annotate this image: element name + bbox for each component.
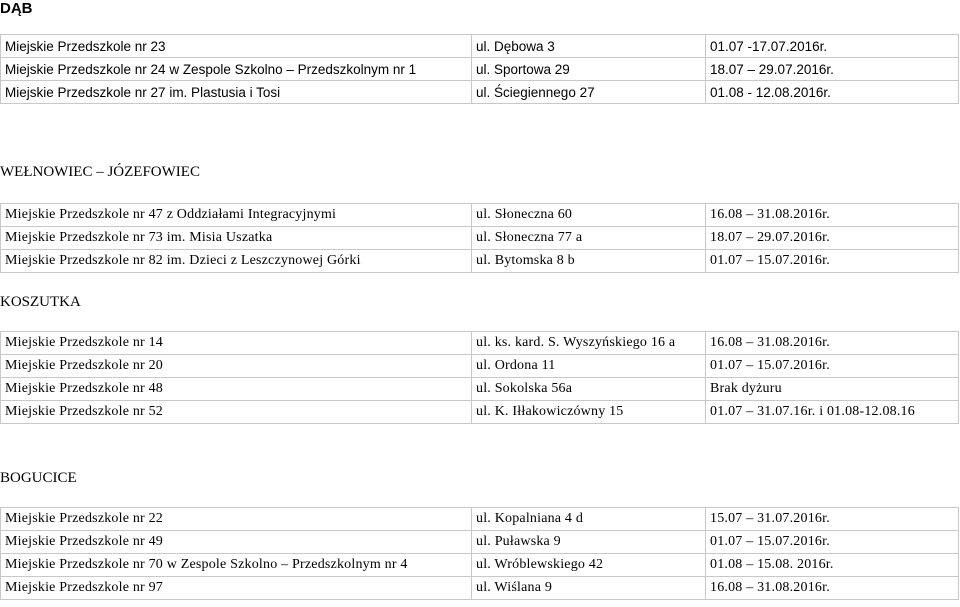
kindergarten-name: Miejskie Przedszkole nr 22 [1, 508, 472, 531]
duty-dates: 18.07 – 29.07.2016r. [706, 58, 959, 81]
duty-dates: 01.08 - 12.08.2016r. [706, 81, 959, 104]
kindergarten-name: Miejskie Przedszkole nr 52 [1, 401, 472, 424]
section-table-bogucice [0, 507, 959, 600]
kindergarten-name: Miejskie Przedszkole nr 24 w Zespole Szkolno – Przedszkolnym nr 1 [1, 58, 472, 81]
kindergarten-name: Miejskie Przedszkole nr 47 z Oddziałami Integracyjnymi [1, 204, 472, 227]
section-table-dab [0, 34, 959, 104]
duty-dates: 01.07 – 15.07.2016r. [706, 355, 959, 378]
address: ul. Dębowa 3 [472, 35, 706, 58]
address: ul. Puławska 9 [472, 531, 706, 554]
table-row [1, 401, 959, 424]
address: ul. K. Iłłakowiczówny 15 [472, 401, 706, 424]
kindergarten-name: Miejskie Przedszkole nr 48 [1, 378, 472, 401]
section-title-dab: DĄB [0, 0, 33, 17]
kindergarten-name: Miejskie Przedszkole nr 73 im. Misia Uszatka [1, 227, 472, 250]
section-title-bogucice: BOGUCICE [0, 470, 77, 486]
address: ul. Wróblewskiego 42 [472, 554, 706, 577]
address: ul. Ściegiennego 27 [472, 81, 706, 104]
section-title-welnowiec: WEŁNOWIEC – JÓZEFOWIEC [0, 164, 200, 180]
address: ul. Słoneczna 77 a [472, 227, 706, 250]
duty-dates: Brak dyżuru [706, 378, 959, 401]
address: ul. Kopalniana 4 d [472, 508, 706, 531]
table-row [1, 577, 959, 600]
table-row [1, 508, 959, 531]
table-row [1, 355, 959, 378]
table-row [1, 58, 959, 81]
table-row [1, 554, 959, 577]
kindergarten-name: Miejskie Przedszkole nr 14 [1, 332, 472, 355]
table-row [1, 250, 959, 273]
section-table-koszutka [0, 331, 959, 424]
table-row [1, 378, 959, 401]
kindergarten-name: Miejskie Przedszkole nr 23 [1, 35, 472, 58]
section-table-welnowiec [0, 203, 959, 273]
address: ul. Bytomska 8 b [472, 250, 706, 273]
address: ul. Wiślana 9 [472, 577, 706, 600]
table-row [1, 531, 959, 554]
duty-dates: 01.07 – 15.07.2016r. [706, 531, 959, 554]
duty-dates: 16.08 – 31.08.2016r. [706, 332, 959, 355]
address: ul. Ordona 11 [472, 355, 706, 378]
duty-dates: 01.08 – 15.08. 2016r. [706, 554, 959, 577]
table-row [1, 227, 959, 250]
kindergarten-name: Miejskie Przedszkole nr 97 [1, 577, 472, 600]
table-row [1, 204, 959, 227]
kindergarten-name: Miejskie Przedszkole nr 70 w Zespole Szkolno – Przedszkolnym nr 4 [1, 554, 472, 577]
kindergarten-name: Miejskie Przedszkole nr 49 [1, 531, 472, 554]
duty-dates: 18.07 – 29.07.2016r. [706, 227, 959, 250]
table-row [1, 332, 959, 355]
table-row [1, 81, 959, 104]
address: ul. ks. kard. S. Wyszyńskiego 16 a [472, 332, 706, 355]
address: ul. Sokolska 56a [472, 378, 706, 401]
duty-dates: 15.07 – 31.07.2016r. [706, 508, 959, 531]
address: ul. Sportowa 29 [472, 58, 706, 81]
duty-dates: 01.07 -17.07.2016r. [706, 35, 959, 58]
table-row [1, 35, 959, 58]
duty-dates: 16.08 – 31.08.2016r. [706, 204, 959, 227]
duty-dates: 16.08 – 31.08.2016r. [706, 577, 959, 600]
kindergarten-name: Miejskie Przedszkole nr 20 [1, 355, 472, 378]
address: ul. Słoneczna 60 [472, 204, 706, 227]
duty-dates: 01.07 – 31.07.16r. i 01.08-12.08.16 [706, 401, 959, 424]
section-title-koszutka: KOSZUTKA [0, 294, 81, 310]
kindergarten-name: Miejskie Przedszkole nr 27 im. Plastusia i Tosi [1, 81, 472, 104]
duty-dates: 01.07 – 15.07.2016r. [706, 250, 959, 273]
kindergarten-name: Miejskie Przedszkole nr 82 im. Dzieci z Leszczynowej Górki [1, 250, 472, 273]
